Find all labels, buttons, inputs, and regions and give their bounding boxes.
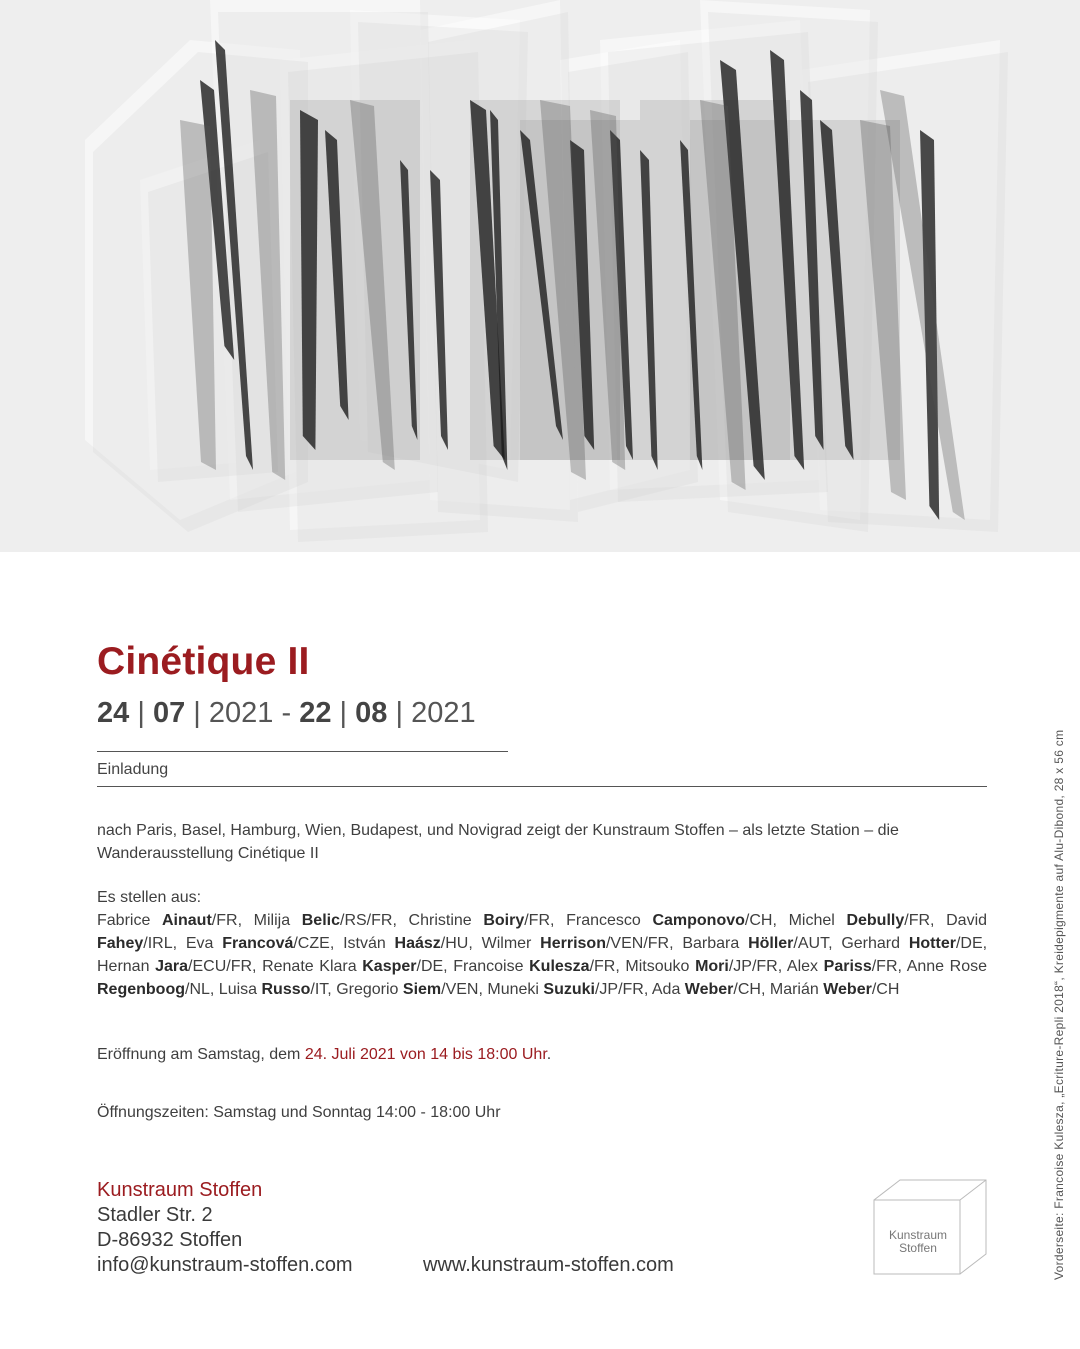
artist-first-name: Muneki <box>487 981 544 998</box>
artists-heading: Es stellen aus: <box>97 889 202 906</box>
artwork-caption: Vorderseite: Francoise Kulesza, „Ecriture-Repli 2018“, Kreidepigmente auf Alu-Dibond, 28 x 56 cm <box>1052 729 1066 1280</box>
artist-last-name: Weber <box>684 981 734 998</box>
artist-last-name: Siem <box>402 981 442 998</box>
artist-last-name: Kasper <box>362 958 417 975</box>
artist-country: /ECU/FR <box>188 958 253 975</box>
artist-entry <box>841 935 982 952</box>
venue-address <box>97 1178 353 1278</box>
artist-entry <box>787 958 898 975</box>
artist-last-name: Debully <box>846 912 905 929</box>
artist-last-name: Pariss <box>823 958 872 975</box>
end-month: 08 <box>355 697 388 729</box>
artist-country: /DE <box>416 958 444 975</box>
artist-first-name: Gerhard <box>841 935 909 952</box>
artist-entry <box>789 912 930 929</box>
artist-first-name: Anne Rose <box>906 958 988 975</box>
artist-country: /FR <box>904 912 931 929</box>
artist-entry <box>453 958 615 975</box>
artist-last-name: Francová <box>222 935 294 952</box>
artist-country: /FR <box>871 958 898 975</box>
artist-country: /VEN <box>441 981 479 998</box>
artist-country: /CH <box>871 981 900 998</box>
artist-entry <box>254 912 393 929</box>
artist-entry <box>186 935 330 952</box>
artist-country: /JP/FR <box>728 958 778 975</box>
opening-info <box>97 1043 987 1066</box>
artist-last-name: Jara <box>155 958 189 975</box>
end-year: 2021 <box>411 697 476 729</box>
artist-last-name: Regenboog <box>97 981 185 998</box>
artist-entry <box>682 935 828 952</box>
artist-entry <box>487 981 643 998</box>
artist-first-name: Gregorio <box>336 981 403 998</box>
venue-name: Kunstraum Stoffen <box>97 1179 263 1201</box>
venue-email[interactable]: info@kunstraum-stoffen.com <box>97 1254 353 1276</box>
artist-first-name: Luisa <box>218 981 262 998</box>
artist-last-name: Belic <box>301 912 340 929</box>
artist-entry <box>219 981 328 998</box>
artist-country: /FR <box>589 958 616 975</box>
artist-country: /DE <box>955 935 983 952</box>
start-month: 07 <box>152 697 186 729</box>
artist-entry <box>97 958 252 975</box>
venue-city: D-86932 Stoffen <box>97 1229 243 1251</box>
opening-hours: Öffnungszeiten: Samstag und Sonntag 14:00 - 18:00 Uhr <box>97 1104 501 1121</box>
opening-suffix: . <box>546 1046 552 1063</box>
artist-last-name: Ainaut <box>162 912 212 929</box>
artist-first-name: Ada <box>651 981 685 998</box>
section-divider <box>97 786 987 787</box>
artist-first-name: Wilmer <box>481 935 541 952</box>
intro-text: nach Paris, Basel, Hamburg, Wien, Budapest, und Novigrad zeigt der Kunstraum Stoffen – als letzte Station – die Wanderausstellung Cinétique II <box>97 822 899 862</box>
artist-entry <box>770 981 900 998</box>
artist-last-name: Höller <box>748 935 794 952</box>
date-separator: | <box>193 697 201 729</box>
artist-first-name: David <box>946 912 988 929</box>
artist-last-name: Mori <box>695 958 729 975</box>
artist-last-name: Boiry <box>483 912 525 929</box>
artist-first-name: Marián <box>769 981 824 998</box>
artist-last-name: Haász <box>394 935 441 952</box>
artist-country: /JP/FR <box>594 981 644 998</box>
artist-country: /AUT <box>793 935 829 952</box>
venue-street: Stadler Str. 2 <box>97 1204 213 1226</box>
end-day: 22 <box>299 697 332 729</box>
artist-first-name: Eva <box>185 935 223 952</box>
invitation-label: Einladung <box>97 761 169 778</box>
artist-first-name: Milija <box>253 912 302 929</box>
date-separator: | <box>395 697 403 729</box>
artist-country: /CZE <box>293 935 330 952</box>
artist-first-name: Mitsouko <box>625 958 696 975</box>
artist-country: /RS/FR <box>340 912 393 929</box>
artist-country: /IT <box>310 981 328 998</box>
artist-first-name: Barbara <box>682 935 749 952</box>
opening-prefix: Eröffnung am Samstag, dem <box>97 1046 305 1063</box>
venue-website[interactable]: www.kunstraum-stoffen.com <box>423 1254 674 1276</box>
artist-country: /NL <box>185 981 210 998</box>
kunstraum-logo <box>870 1178 992 1278</box>
artist-country: /FR <box>211 912 238 929</box>
opening-date: 24. Juli 2021 von 14 bis 18:00 Uhr <box>304 1046 547 1063</box>
artist-first-name: Christine <box>408 912 484 929</box>
artist-entry <box>336 981 478 998</box>
artist-first-name: Alex <box>786 958 824 975</box>
artist-entry <box>409 912 550 929</box>
date-separator: | <box>339 697 348 729</box>
start-year: 2021 <box>208 697 274 729</box>
artist-country: /IRL <box>143 935 173 952</box>
artist-last-name: Weber <box>823 981 872 998</box>
artist-entry <box>566 912 772 929</box>
artist-entry <box>262 958 443 975</box>
logo-line-2: Stoffen <box>899 1241 937 1255</box>
artist-country: /FR <box>524 912 551 929</box>
artist-last-name: Hotter <box>908 935 956 952</box>
artist-entry <box>97 912 238 929</box>
artist-first-name: Fabrice <box>97 912 162 929</box>
artist-first-name: Hernan <box>97 958 156 975</box>
artist-last-name: Kulesza <box>529 958 590 975</box>
artwork-image <box>0 0 1080 552</box>
artist-entry <box>625 958 777 975</box>
date-dash: - <box>281 697 292 729</box>
artist-first-name: Francesco <box>566 912 653 929</box>
start-day: 24 <box>97 697 130 729</box>
date-separator: | <box>137 697 145 729</box>
artist-last-name: Camponovo <box>652 912 745 929</box>
exhibition-title: Cinétique II <box>97 640 310 683</box>
artist-first-name: Michel <box>788 912 847 929</box>
artist-last-name: Herrison <box>540 935 606 952</box>
artist-entry <box>652 981 761 998</box>
artist-country: /VEN/FR <box>605 935 670 952</box>
logo-line-1: Kunstraum <box>888 1228 948 1242</box>
date-range <box>97 697 476 730</box>
artist-last-name: Suzuki <box>543 981 595 998</box>
artist-last-name: Fahey <box>97 935 144 952</box>
artist-first-name: Francoise <box>453 958 530 975</box>
artist-country: /CH <box>733 981 761 998</box>
artist-country: /CH <box>744 912 773 929</box>
artist-last-name: Russo <box>261 981 311 998</box>
artist-entry <box>343 935 468 952</box>
artists-list: Fabrice Ainaut/FR, Milija Belic/RS/FR, Christine Boiry/FR, Francesco Camponovo/CH, Michel Debully/FR, David Fahey/IRL, Eva Francová/CZE, István Haász/HU, Wilmer Herrison/VEN/FR, Barbara Höller/AUT, Gerhard Hotter/DE, Hernan Jara/ECU/FR, Renate Klara Kasper/DE, Francoise Kulesza/FR, Mitsouko Mori/JP/FR, Alex Pariss/FR, Anne Rose Regenboog/NL, Luisa Russo/IT, Gregorio Siem/VEN, Muneki Suzuki/JP/FR, Ada Weber/CH, Marián Weber/CH <box>97 912 988 998</box>
artist-first-name: Renate Klara <box>262 958 363 975</box>
artist-first-name: István <box>343 935 395 952</box>
artist-entry <box>482 935 669 952</box>
title-divider <box>97 751 508 752</box>
artist-country: /HU <box>440 935 469 952</box>
